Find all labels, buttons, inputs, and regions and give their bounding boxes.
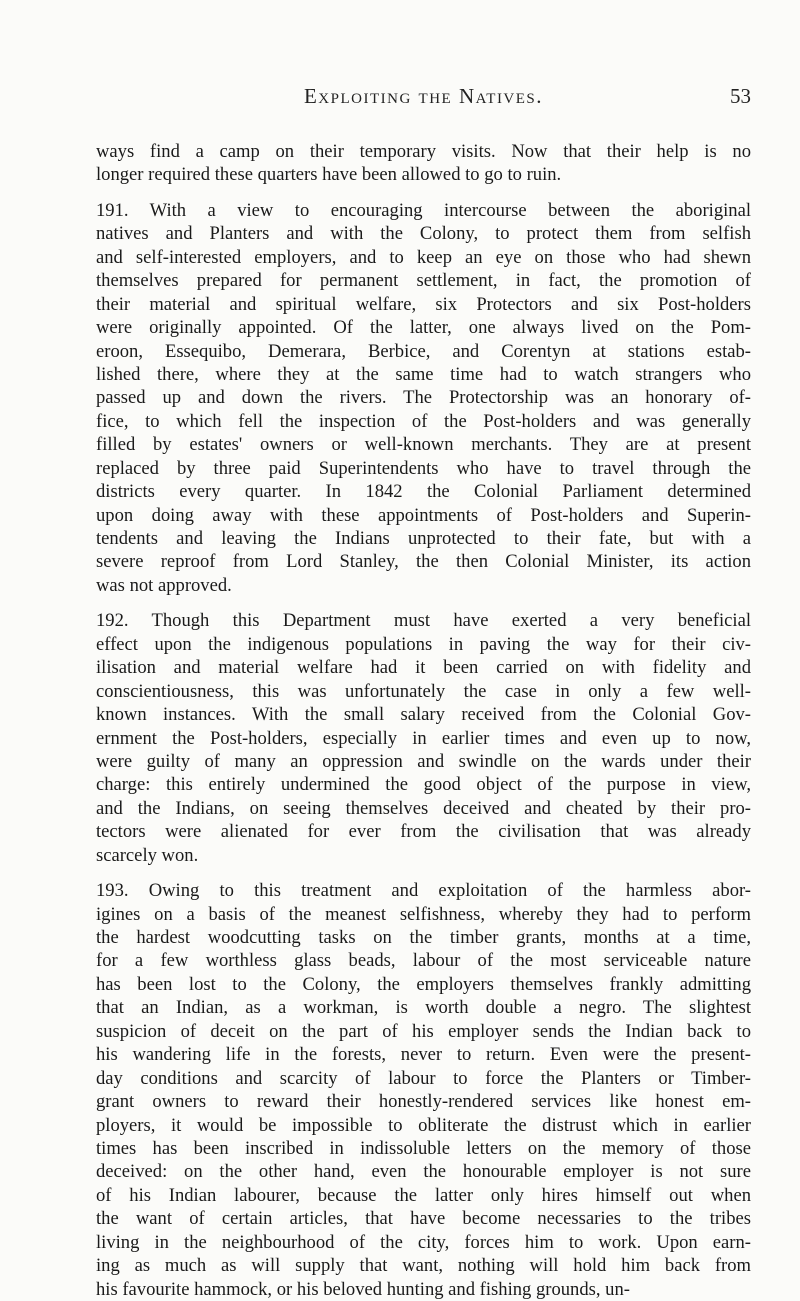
text-line: upon doing away with these appointments of Post-holders and Superin- (96, 504, 751, 526)
text-line: districts every quarter. In 1842 the Colonial Parliament determined (96, 481, 751, 503)
text-line: 193. Owing to this treatment and exploitation of the harmless abor- (96, 880, 751, 902)
text-line: deceived: on the other hand, even the honourable employer is not sure (96, 1161, 751, 1183)
text-line: were guilty of many an oppression and swindle on the wards under their (96, 750, 751, 772)
text-line: tendents and leaving the Indians unprotected to their fate, but with a (96, 528, 751, 549)
text-line: longer required these quarters have been allowed to go to ruin. (96, 164, 562, 186)
text-line: times has been inscribed in indissoluble letters on the memory of those (96, 1137, 751, 1159)
paragraph (96, 609, 751, 867)
text-line: the want of certain articles, that have become necessaries to the tribes (96, 1208, 751, 1230)
text-line: were originally appointed. Of the latter, one always lived on the Pom- (96, 317, 751, 339)
text-line: known instances. With the small salary received from the Colonial Gov- (96, 704, 751, 726)
text-line: has been lost to the Colony, the employers themselves frankly admitting (96, 973, 751, 995)
body-text (96, 140, 751, 1301)
text-line: severe reproof from Lord Stanley, the then Colonial Minister, its action (96, 551, 751, 573)
text-line: eroon, Essequibo, Demerara, Berbice, and Corentyn at stations estab- (96, 340, 751, 362)
text-line: igines on a basis of the meanest selfishness, whereby they had to perform (96, 903, 751, 925)
text-line: ilisation and material welfare had it been carried on with fidelity and (96, 657, 751, 679)
text-line: their material and spiritual welfare, six Protectors and six Post-holders (96, 293, 751, 315)
text-line: natives and Planters and with the Colony, to protect them from selfish (96, 223, 751, 245)
text-line: of his Indian labourer, because the latter only hires himself out when (96, 1184, 751, 1206)
running-title: Exploiting the Natives. (303, 84, 544, 108)
paragraph-gap (96, 867, 751, 879)
text-line: and the Indians, on seeing themselves deceived and cheated by their pro- (96, 797, 751, 819)
text-line: living in the neighbourhood of the city, forces him to work. Upon earn- (96, 1231, 751, 1253)
paragraph-gap (96, 597, 751, 609)
text-line: effect upon the indigenous populations in paving the way for their civ- (96, 633, 751, 655)
text-line: was not approved. (96, 574, 232, 596)
paragraph (96, 879, 751, 1301)
text-line: and self-interested employers, and to keep an eye on those who had shewn (96, 246, 751, 268)
text-line: ways find a camp on their temporary visits. Now that their help is no (96, 141, 751, 162)
text-line: ing as much as will supply that want, nothing will hold him back from (96, 1255, 751, 1277)
text-line: lished there, where they at the same time had to watch strangers who (96, 363, 751, 385)
text-line: suspicion of deceit on the part of his employer sends the Indian back to (96, 1020, 751, 1042)
text-line: tectors were alienated for ever from the civilisation that was already (96, 821, 751, 843)
paragraph (96, 140, 751, 187)
text-line: grant owners to reward their honestly-rendered services like honest em- (96, 1091, 751, 1113)
page-number: 53 (730, 84, 751, 108)
text-line: for a few worthless glass beads, labour of the most serviceable nature (96, 950, 751, 972)
text-line: that an Indian, as a workman, is worth double a negro. The slightest (96, 997, 751, 1019)
text-line: his favourite hammock, or his beloved hunting and fishing grounds, un- (96, 1278, 630, 1300)
text-line: ernment the Post-holders, especially in earlier times and even up to now, (96, 727, 751, 749)
text-line: filled by estates' owners or well-known merchants. They are at present (96, 434, 751, 456)
text-line: fice, to which fell the inspection of the Post-holders and was generally (96, 410, 751, 432)
text-line: scarcely won. (96, 844, 199, 866)
text-line: replaced by three paid Superintendents who have to travel through the (96, 457, 751, 479)
text-line: his wandering life in the forests, never to return. Even were the present- (96, 1044, 751, 1066)
text-line: the hardest woodcutting tasks on the timber grants, months at a time, (96, 927, 751, 948)
paragraph-gap (96, 187, 751, 199)
text-line: 191. With a view to encouraging intercourse between the aboriginal (96, 199, 751, 221)
text-line: themselves prepared for permanent settlement, in fact, the promotion of (96, 270, 751, 292)
paragraph (96, 199, 751, 597)
text-line: conscientiousness, this was unfortunately the case in only a few well- (96, 680, 751, 702)
text-line: 192. Though this Department must have exerted a very beneficial (96, 610, 751, 632)
text-line: charge: this entirely undermined the good object of the purpose in view, (96, 774, 751, 796)
running-head (96, 84, 751, 110)
text-line: ployers, it would be impossible to obliterate the distrust which in earlier (96, 1114, 751, 1136)
text-line: day conditions and scarcity of labour to force the Planters or Timber- (96, 1067, 751, 1089)
text-line: passed up and down the rivers. The Protectorship was an honorary of- (96, 387, 751, 409)
